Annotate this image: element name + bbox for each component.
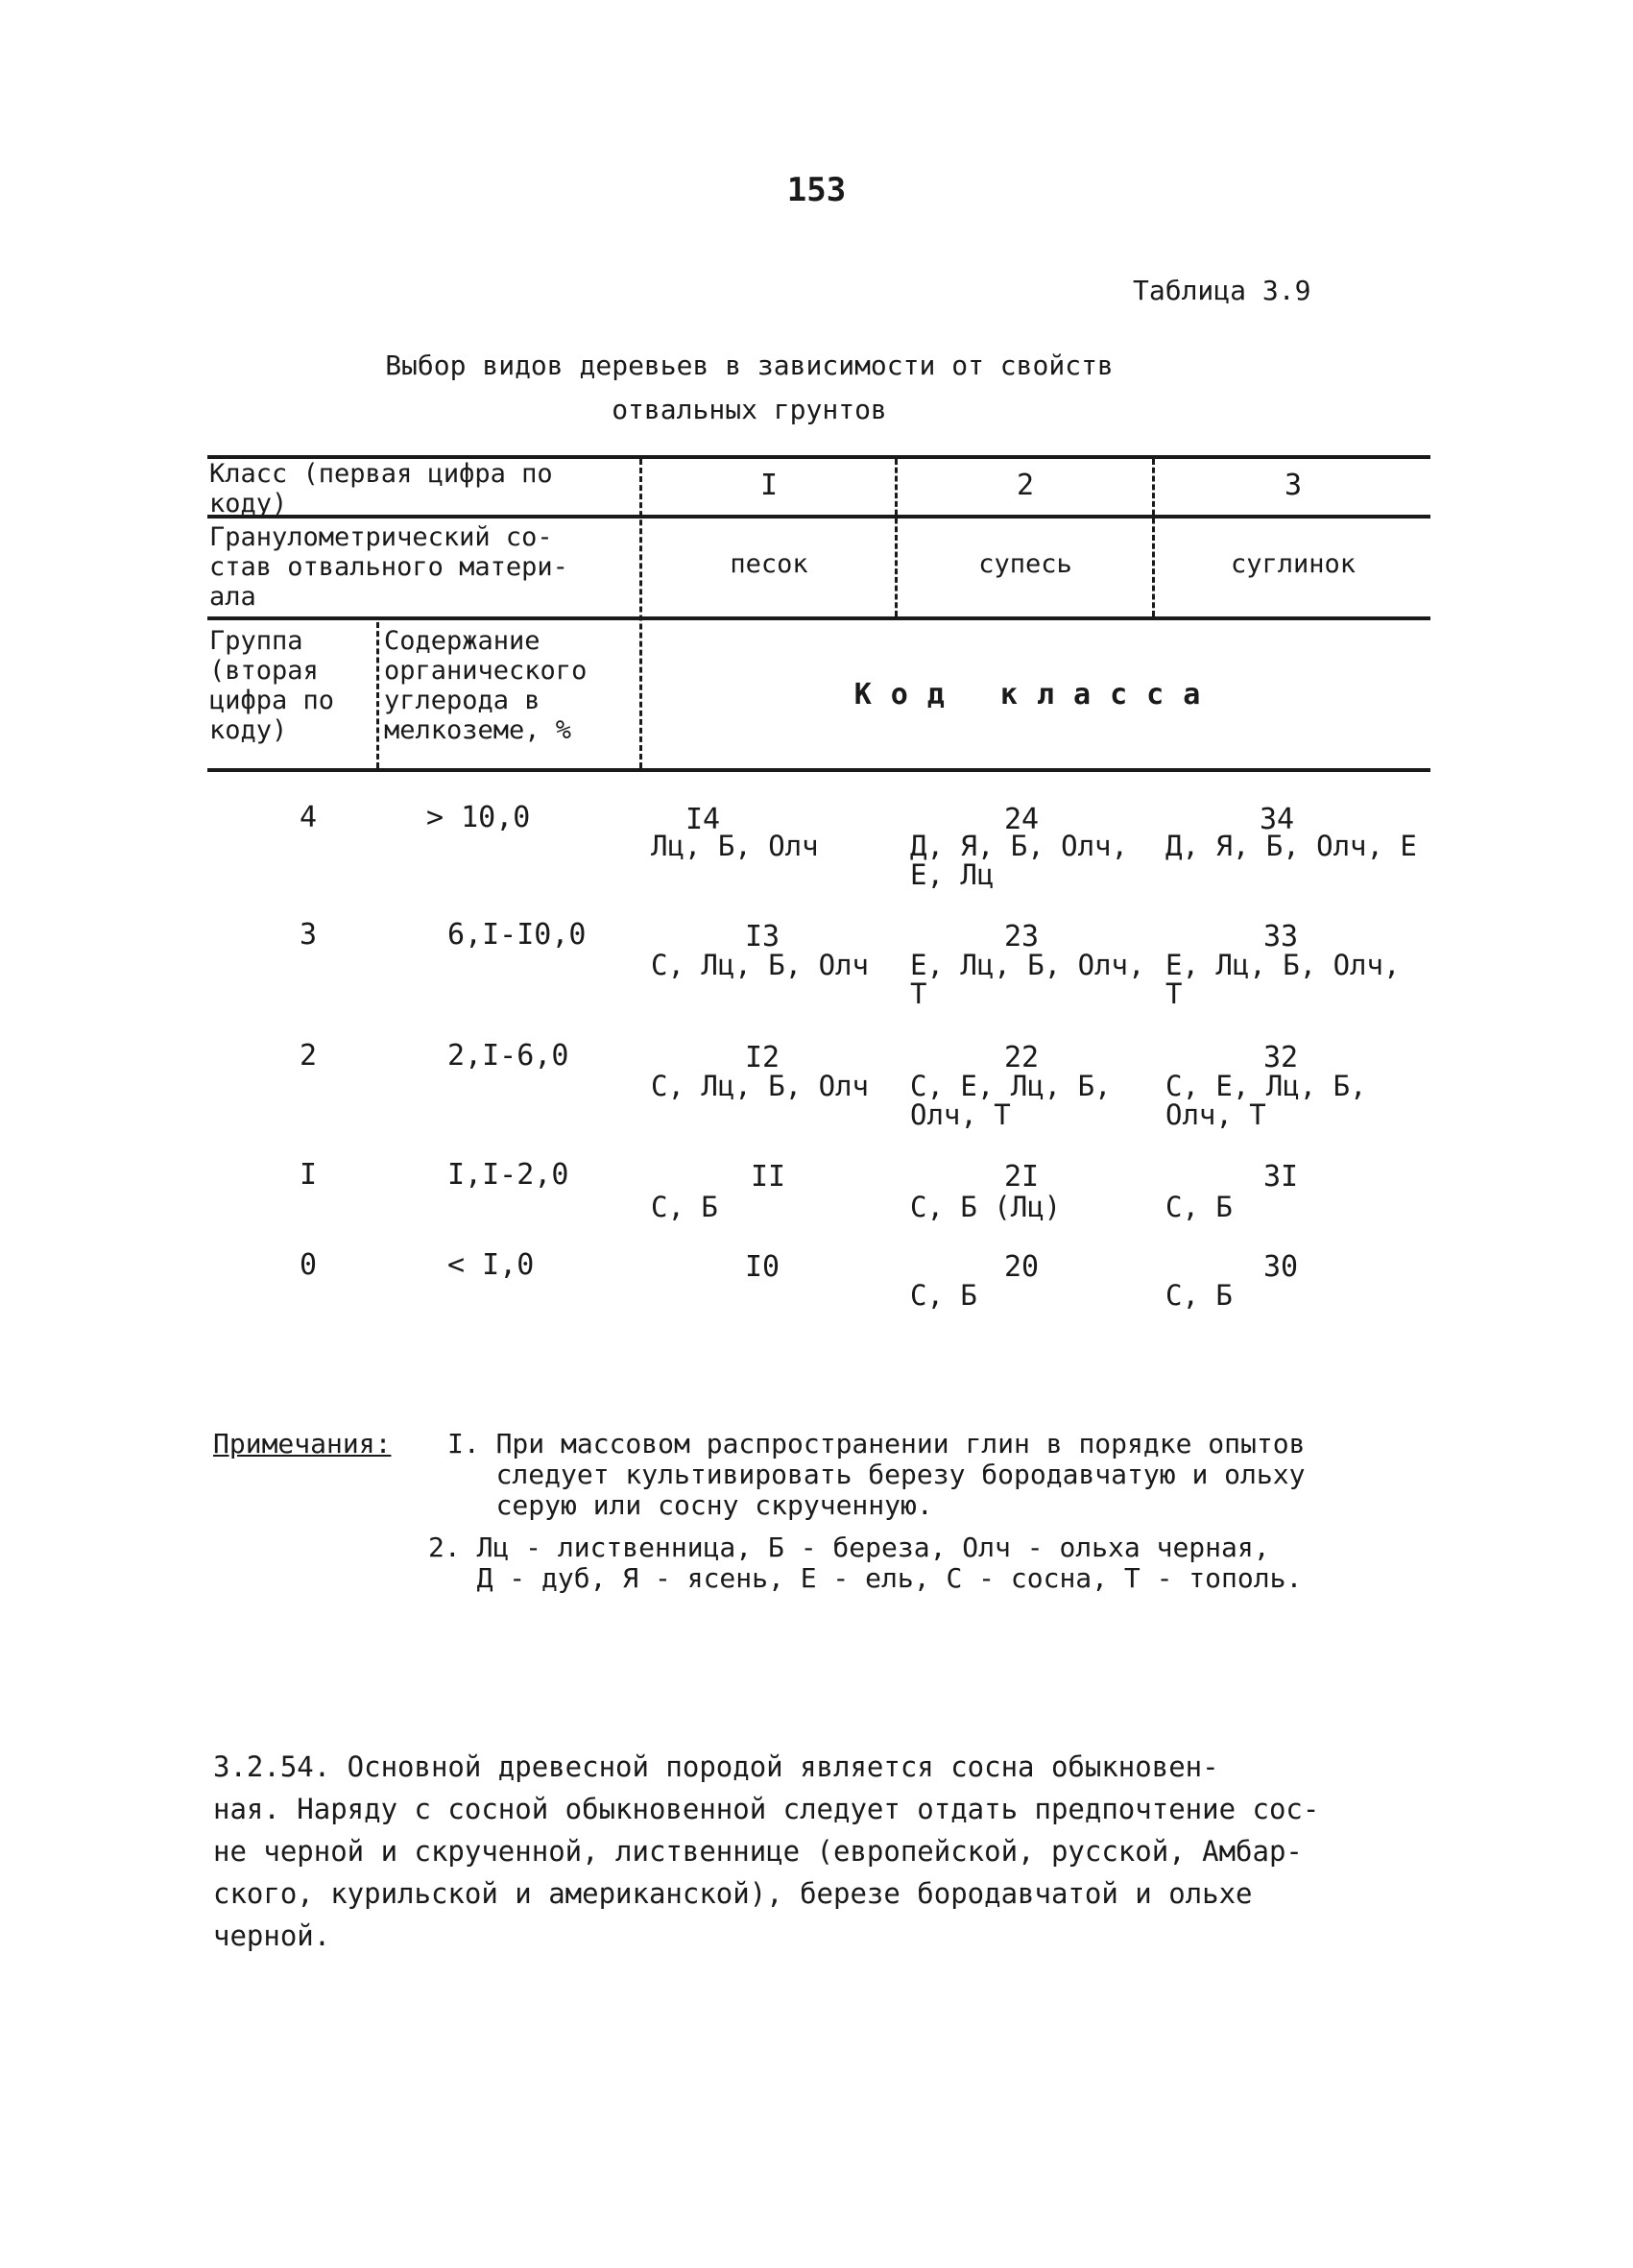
carbon-cell: > 10,0 [426, 801, 531, 834]
class-code: I0 [745, 1250, 780, 1284]
class-code: I4 [685, 803, 721, 836]
granulometric-value-1: песок [730, 549, 808, 579]
tree-species: С, Лц, Б, Олч [651, 1070, 869, 1102]
note-1: I. При массовом распространении глин в порядке опытов следует культивировать березу бородавчатую и ольху серую или сосну скрученную. [447, 1428, 1306, 1521]
tree-species: С, Лц, Б, Олч [651, 949, 869, 981]
granulometric-value-2: супесь [978, 549, 1072, 579]
tree-species: Лц, Б, Олч [651, 830, 819, 862]
note-2: 2. Лц - лиственница, Б - береза, Олч - ольха черная, Д - дуб, Я - ясень, Е - ель, С - сосна, Т - тополь. [428, 1532, 1303, 1594]
tree-species: С, Е, Лц, Б, Олч, Т [1165, 1070, 1367, 1131]
group-cell: 4 [300, 801, 318, 834]
class-code: 33 [1263, 920, 1299, 953]
class-code: 34 [1260, 803, 1295, 836]
tree-species: Е, Лц, Б, Олч, Т [910, 949, 1145, 1010]
table-col-divider-3 [1152, 459, 1155, 616]
group-cell: 2 [300, 1039, 318, 1073]
table-col-divider-2 [895, 459, 898, 616]
class-code: 23 [1004, 920, 1040, 953]
tree-species: С, Б [651, 1191, 718, 1223]
group-cell: 0 [300, 1248, 318, 1282]
class-header: Класс (первая цифра по коду) [209, 459, 553, 519]
paragraph-3-2-54: 3.2.54. Основной древесной породой является сосна обыкновен- ная. Наряду с сосной обыкновенной следует отдать предпочтение сос- не черной и скрученной, лиственнице (европейской, русской, Амбар- ского, курильской и американской), березе бородавчатой и ольхе черной. [213, 1750, 1320, 1952]
tree-species: Д, Я, Б, Олч, Е, Лц [910, 830, 1128, 891]
group-cell: I [300, 1158, 318, 1192]
class-value-2: 2 [1016, 469, 1035, 502]
carbon-cell: < I,0 [447, 1248, 535, 1282]
class-code: 3I [1263, 1160, 1299, 1194]
carbon-header: Содержание органического углерода в мелкоземе, % [384, 626, 588, 745]
class-code: I3 [745, 920, 780, 953]
carbon-cell: I,I-2,0 [447, 1158, 569, 1192]
class-code: II [751, 1160, 786, 1194]
code-header: Код класса [853, 678, 1220, 712]
table-col-divider-group [376, 622, 379, 768]
group-cell: 3 [300, 918, 318, 952]
class-value-3: 3 [1284, 469, 1303, 502]
class-code: 24 [1004, 803, 1040, 836]
tree-species: С, Б [910, 1279, 977, 1312]
class-code: 22 [1004, 1041, 1040, 1074]
class-code: I2 [745, 1041, 780, 1074]
granulometric-header: Гранулометрический со- став отвального матери- ала [209, 522, 568, 612]
table-label: Таблица 3.9 [1133, 275, 1311, 306]
notes-label: Примечания: [213, 1428, 392, 1460]
class-code: 2I [1004, 1160, 1040, 1194]
group-header: Группа (вторая цифра по коду) [209, 626, 335, 745]
tree-species: Д, Я, Б, Олч, Е [1165, 830, 1417, 862]
granulometric-value-3: суглинок [1230, 549, 1357, 579]
class-value-1: I [759, 469, 779, 502]
table-rule-2 [207, 616, 1430, 620]
class-code: 20 [1004, 1250, 1040, 1284]
carbon-cell: 2,I-6,0 [447, 1039, 569, 1073]
table-col-divider-1 [639, 459, 642, 768]
table-title-line1: Выбор видов деревьев в зависимости от свойств [385, 350, 1114, 381]
carbon-cell: 6,I-I0,0 [447, 918, 587, 952]
class-code: 30 [1263, 1250, 1299, 1284]
tree-species: Е, Лц, Б, Олч, Т [1165, 949, 1401, 1010]
tree-species: С, Е, Лц, Б, Олч, Т [910, 1070, 1112, 1131]
tree-species: С, Б (Лц) [910, 1191, 1062, 1223]
page-number: 153 [786, 171, 847, 209]
tree-species: С, Б [1165, 1191, 1233, 1223]
table-header-bottom-rule [207, 768, 1430, 772]
table-title-line2: отвальных грунтов [612, 394, 887, 425]
tree-species: С, Б [1165, 1279, 1233, 1312]
class-code: 32 [1263, 1041, 1299, 1074]
